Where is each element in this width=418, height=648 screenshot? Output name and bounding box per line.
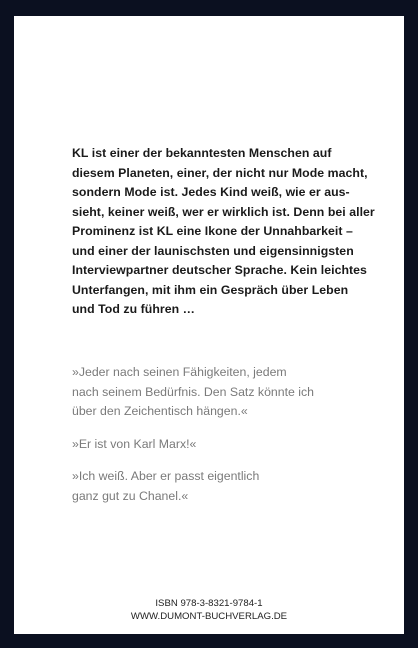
blurb-line: sondern Mode ist. Jedes Kind weiß, wie er aus-: [72, 185, 350, 199]
quote-line: nach seinem Bedürfnis. Den Satz könnte ich: [72, 384, 314, 399]
blurb-text: [72, 144, 392, 320]
quote-2: [72, 435, 392, 455]
book-back-cover: [14, 16, 404, 634]
quote-line: »Er ist von Karl Marx!«: [72, 436, 197, 451]
blurb-line: und Tod zu führen …: [72, 302, 195, 316]
blurb-line: Interviewpartner deutscher Sprache. Kein leichtes: [72, 263, 367, 277]
quote-3: [72, 467, 392, 506]
quote-line: ganz gut zu Chanel.«: [72, 488, 189, 503]
quotes-section: [72, 363, 392, 519]
isbn: ISBN 978-3-8321-9784-1: [155, 598, 263, 609]
blurb-line: diesem Planeten, einer, der nicht nur Mode macht,: [72, 165, 368, 180]
blurb-line: und einer der launischsten und eigensinnigsten: [72, 243, 354, 258]
blurb-line: Unterfangen, mit ihm ein Gespräch über Leben: [72, 282, 349, 297]
blurb-line: Prominenz ist KL eine Ikone der Unnahbarkeit –: [72, 224, 353, 238]
quote-1: [72, 363, 392, 422]
quote-line: »Ich weiß. Aber er passt eigentlich: [72, 469, 260, 483]
blurb-line: KL ist einer der bekanntesten Menschen auf: [72, 146, 332, 160]
quote-line: »Jeder nach seinen Fähigkeiten, jedem: [72, 365, 287, 379]
publisher-website: WWW.DUMONT-BUCHVERLAG.DE: [130, 611, 288, 622]
blurb-line: sieht, keiner weiß, wer er wirklich ist. Denn bei aller: [72, 204, 375, 219]
imprint: [14, 597, 404, 623]
quote-line: über den Zeichentisch hängen.«: [72, 404, 248, 418]
